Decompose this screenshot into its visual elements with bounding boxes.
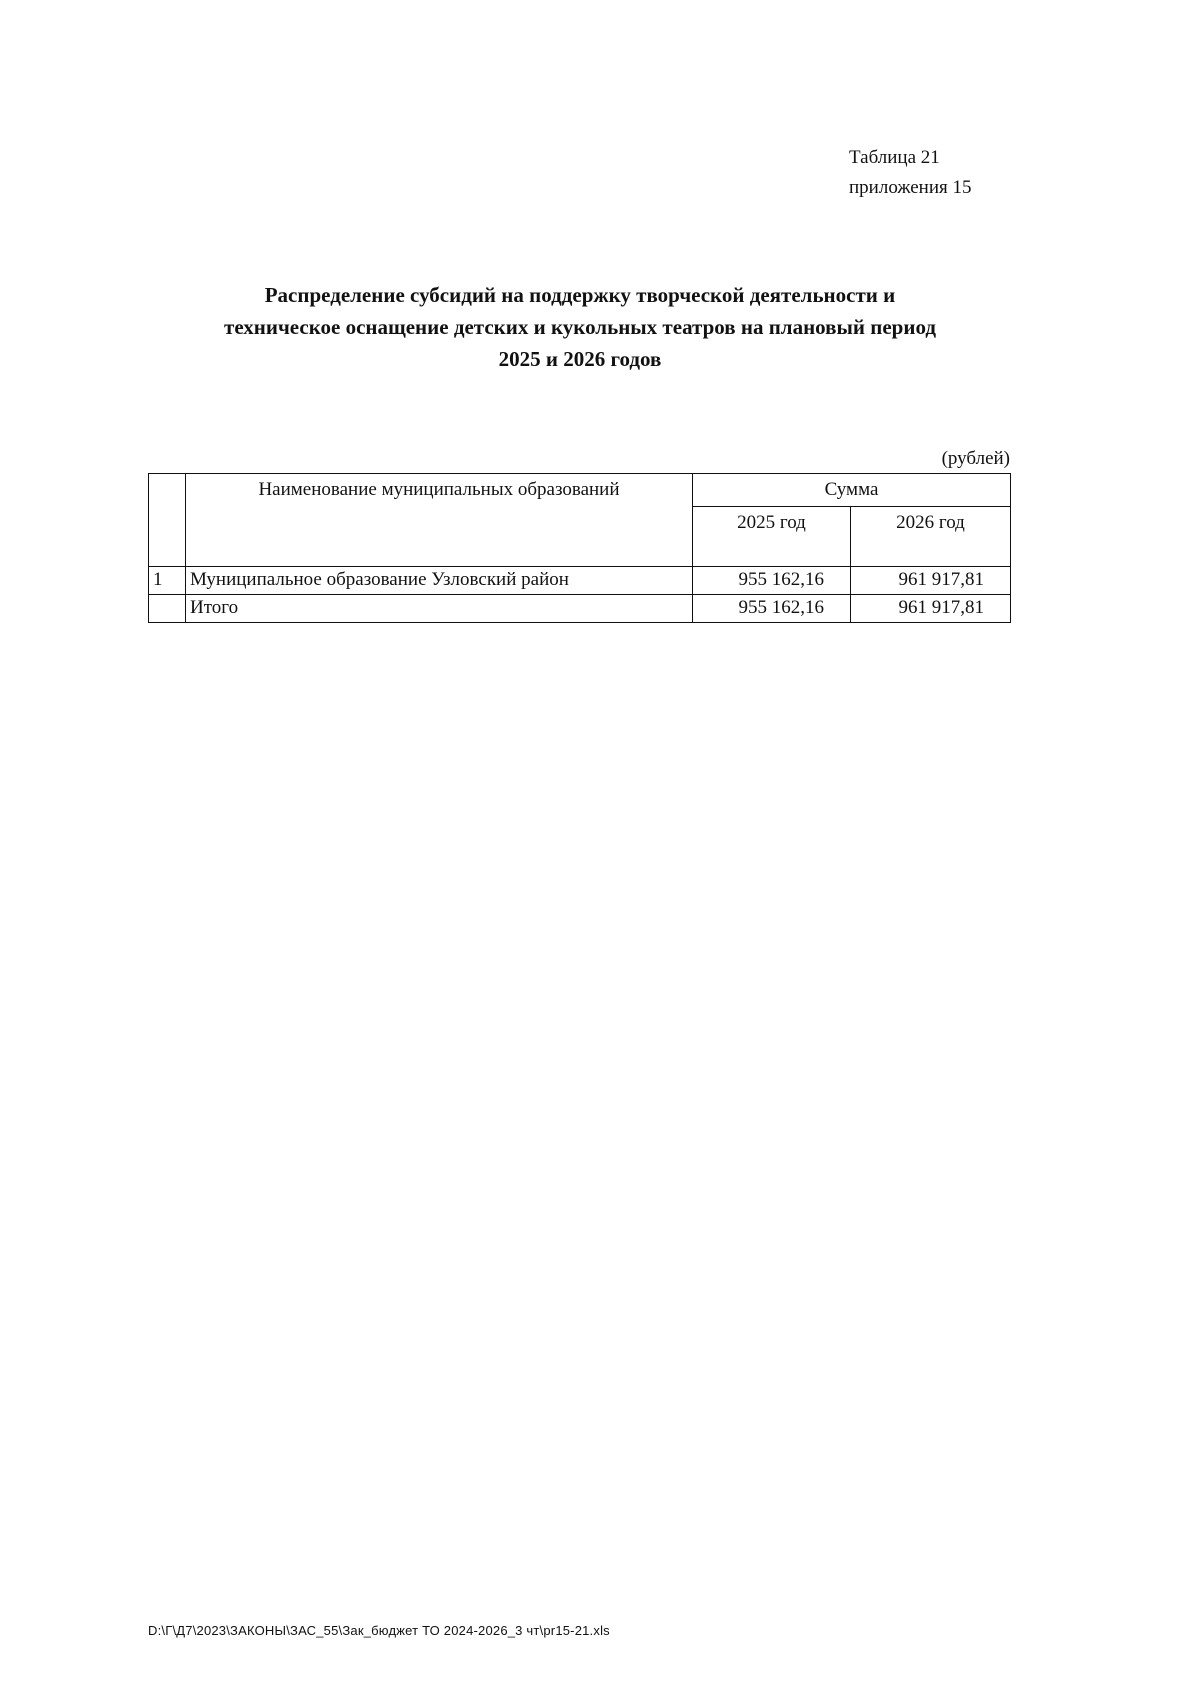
subsidy-table [148, 473, 1011, 623]
row-number [149, 595, 186, 623]
total-label: Итого [186, 595, 693, 623]
header-year-2025-cell [693, 507, 851, 567]
amount-2026: 961 917,81 [851, 567, 1011, 595]
title-line-1: Распределение субсидий на поддержку творческой деятельности и [264, 283, 896, 307]
amount-2025: 955 162,16 [693, 567, 851, 595]
table-total-row [149, 595, 1011, 623]
header-name: Наименование муниципальных образований [258, 479, 620, 500]
file-path-footer: D:\Г\Д7\2023\ЗАКОНЫ\ЗАС_55\Зак_бюджет ТО 2024-2026_3 чт\pr15-21.xls [148, 1623, 610, 1638]
row-number: 1 [149, 567, 186, 595]
header-sum-cell [693, 474, 1011, 507]
header-year-2026-cell [851, 507, 1011, 567]
table-row [149, 567, 1011, 595]
table-header-row-1 [149, 474, 1011, 507]
total-2025: 955 162,16 [693, 595, 851, 623]
header-name-cell [186, 474, 693, 567]
municipality-name: Муниципальное образование Узловский район [186, 567, 693, 595]
table-number: Таблица 21 [849, 147, 940, 168]
document-title [120, 279, 1040, 375]
appendix-number: приложения 15 [849, 177, 972, 198]
total-2026: 961 917,81 [851, 595, 1011, 623]
document-reference [849, 143, 971, 203]
header-sum: Сумма [824, 479, 879, 500]
units-label: (рублей) [941, 448, 1010, 469]
header-year-2025: 2025 год [737, 512, 806, 533]
title-line-3: 2025 и 2026 годов [498, 347, 662, 371]
header-number-cell [149, 474, 186, 567]
header-year-2026: 2026 год [896, 512, 965, 533]
title-line-2: техническое оснащение детских и кукольных театров на плановый период [224, 315, 936, 339]
